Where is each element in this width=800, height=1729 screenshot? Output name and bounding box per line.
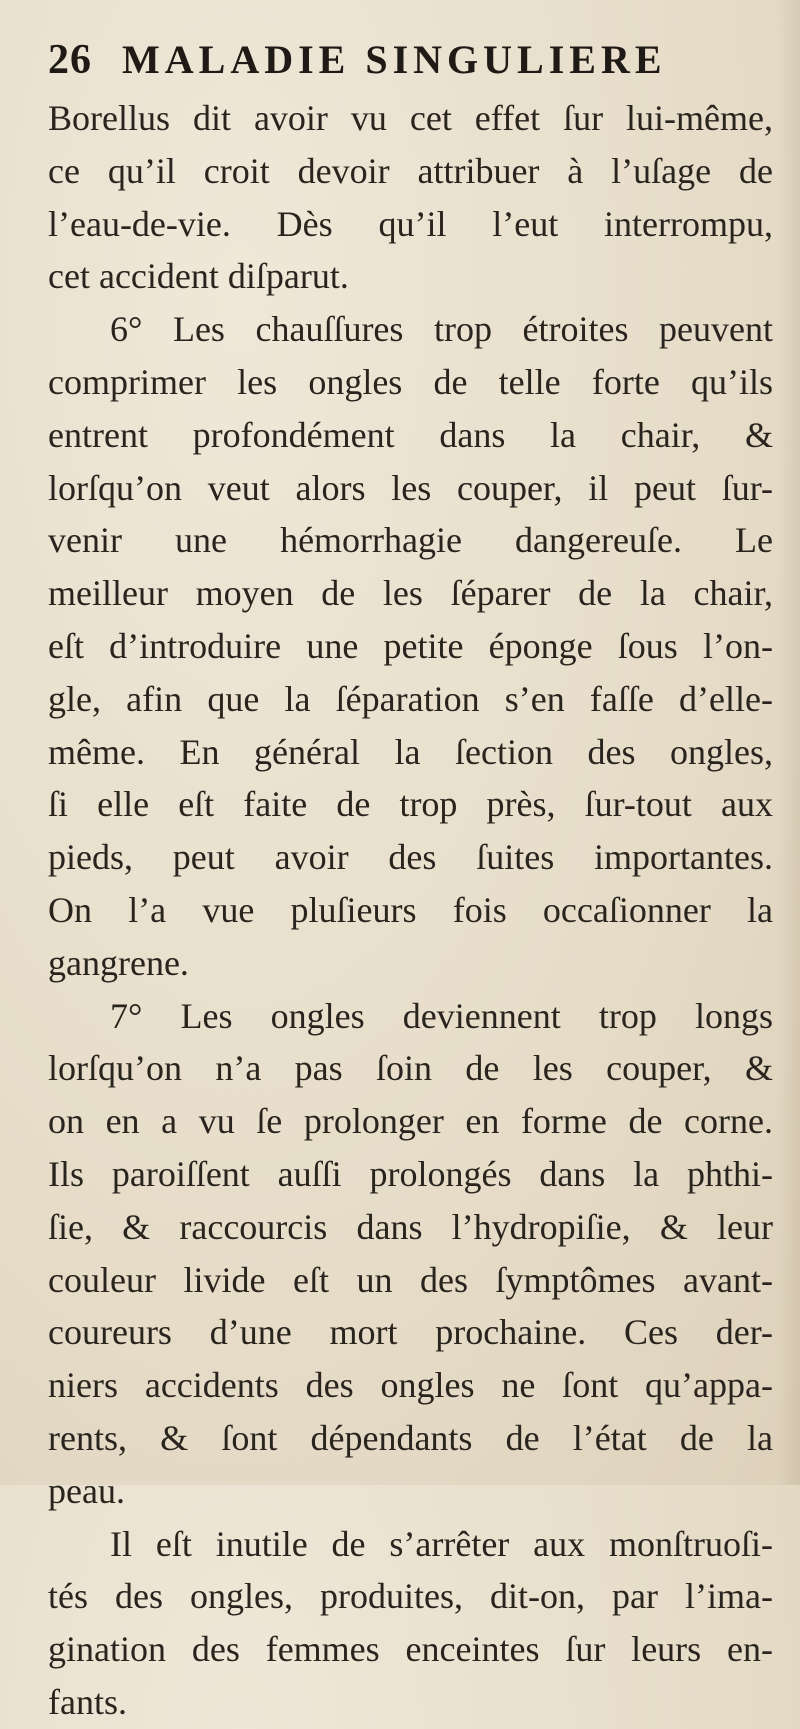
text-line: niers accidents des ongles ne ſont qu’appa- [48, 1365, 773, 1406]
text-line: couleur livide eſt un des ſymptômes avant- [48, 1259, 773, 1300]
text-line: lorſqu’on veut alors les couper, il peut ſur- [48, 467, 773, 508]
text-line: meilleur moyen de les ſéparer de la chair, [48, 573, 773, 614]
text-line: ſi elle eſt faite de trop près, ſur-tout aux [48, 784, 773, 825]
text-line: tés des ongles, produites, dit-on, par l’ima- [48, 1576, 773, 1617]
text-line: cet accident diſparut. [48, 256, 349, 297]
running-title: MALADIE SINGULIERE [122, 37, 667, 82]
text-line: lorſqu’on n’a pas ſoin de les couper, & [48, 1048, 773, 1089]
text-line: rents, & ſont dépendants de l’état de la [48, 1417, 773, 1458]
text-line: ce qu’il croit devoir attribuer à l’uſage de [48, 150, 773, 191]
text-line: Borellus dit avoir vu cet effet ſur lui-même, [48, 98, 773, 138]
text-line: venir une hémorrhagie dangereuſe. Le [48, 520, 773, 561]
page-header [48, 36, 768, 96]
text-line: comprimer les ongles de telle forte qu’ils [48, 361, 773, 402]
text-line: gangrene. [48, 942, 189, 983]
text-line: 7° Les ongles deviennent trop longs [110, 995, 773, 1036]
text-line: pieds, peut avoir des ſuites importantes. [48, 837, 773, 878]
text-line: fants. [48, 1681, 127, 1722]
body-text [48, 92, 773, 1729]
text-line: 6° Les chauſſures trop étroites peuvent [110, 309, 773, 350]
text-line: gle, afin que la ſéparation s’en faſſe d’elle- [48, 678, 773, 719]
text-line: Ils paroiſſent auſſi prolongés dans la phthi- [48, 1153, 773, 1194]
text-line: ſie, & raccourcis dans l’hydropiſie, & leur [48, 1206, 773, 1247]
text-line: coureurs d’une mort prochaine. Ces der- [48, 1312, 773, 1353]
text-line: Il eſt inutile de s’arrêter aux monſtruoſi- [110, 1523, 773, 1564]
text-line: entrent profondément dans la chair, & [48, 414, 773, 455]
text-line: gination des femmes enceintes ſur leurs en- [48, 1629, 773, 1670]
page-edge-shadow [778, 0, 800, 1485]
text-line: eſt d’introduire une petite éponge ſous l’on- [48, 625, 773, 666]
text-line: On l’a vue pluſieurs fois occaſionner la [48, 889, 773, 930]
text-line: on en a vu ſe prolonger en forme de corne. [48, 1101, 773, 1142]
page-number: 26 [48, 37, 92, 83]
text-line: l’eau-de-vie. Dès qu’il l’eut interrompu, [48, 203, 773, 244]
text-line: peau. [48, 1470, 125, 1511]
text-line: même. En général la ſection des ongles, [48, 731, 773, 772]
